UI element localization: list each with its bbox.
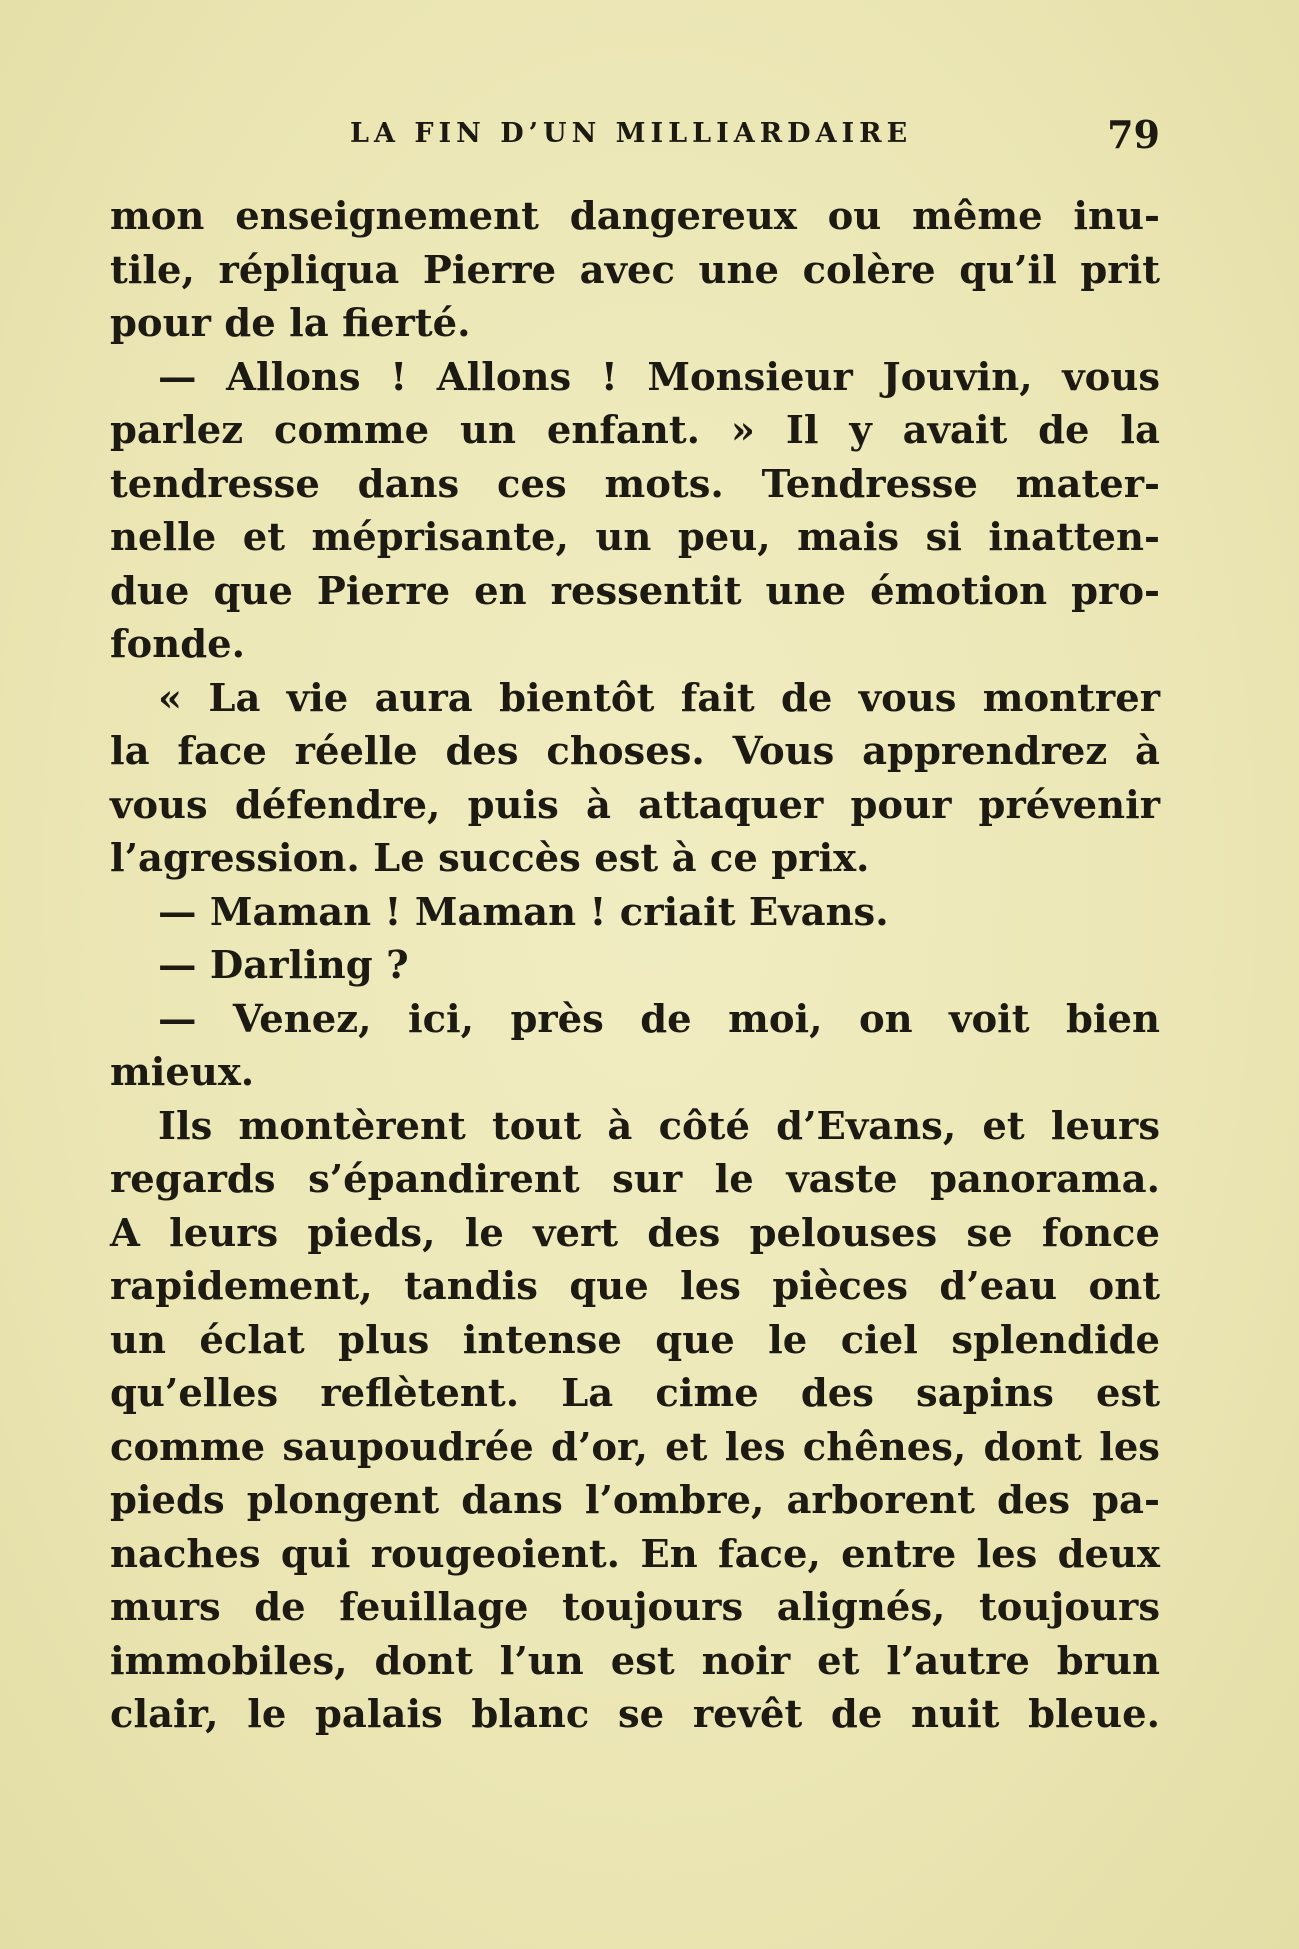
text-line: rapidement, tandis que les pièces d’eau ont: [110, 1264, 1160, 1309]
running-title: LA FIN D’UN MILLIARDAIRE: [350, 118, 913, 149]
text-line: un éclat plus intense que le ciel splendide: [110, 1317, 1160, 1363]
text-line: tile, répliqua Pierre avec une colère qu’il prit: [110, 247, 1160, 293]
text-line: vous défendre, puis à attaquer pour prévenir: [110, 782, 1160, 828]
text-line: comme saupoudrée d’or, et les chênes, dont les: [110, 1424, 1160, 1470]
text-line: clair, le palais blanc se revêt de nuit bleue.: [110, 1692, 1160, 1737]
text-line: qu’elles reflètent. La cime des sapins est: [110, 1371, 1160, 1416]
text-line: « La vie aura bientôt fait de vous montrer: [158, 675, 1160, 721]
text-line: murs de feuillage toujours alignés, toujours: [110, 1585, 1160, 1630]
text-line: naches qui rougeoient. En face, entre les deux: [110, 1531, 1160, 1577]
text-line: immobiles, dont l’un est noir et l’autre brun: [110, 1638, 1160, 1684]
text-line: nelle et méprisante, un peu, mais si inatten-: [110, 515, 1160, 560]
text-line: A leurs pieds, le vert des pelouses se fonce: [110, 1210, 1160, 1256]
text-line: l’agression. Le succès est à ce prix.: [110, 836, 870, 881]
text-line: — Allons ! Allons ! Monsieur Jouvin, vous: [158, 354, 1160, 400]
text-line: mieux.: [110, 1050, 255, 1095]
text-line: pieds plongent dans l’ombre, arborent des pa-: [110, 1478, 1160, 1523]
body-text: [110, 190, 1160, 1742]
text-line: parlez comme un enfant. » Il y avait de la: [110, 408, 1160, 453]
text-line: pour de la fierté.: [110, 301, 471, 346]
text-line: la face réelle des choses. Vous apprendrez à: [110, 729, 1160, 774]
text-line: fonde.: [110, 622, 246, 667]
text-line: — Venez, ici, près de moi, on voit bien: [158, 996, 1160, 1042]
text-line: — Darling ?: [158, 943, 409, 988]
text-line: mon enseignement dangereux ou même inu-: [110, 194, 1160, 239]
text-line: Ils montèrent tout à côté d’Evans, et leurs: [158, 1103, 1160, 1149]
text-line: regards s’épandirent sur le vaste panorama.: [110, 1157, 1160, 1202]
running-head: [110, 112, 1160, 162]
page-number: 79: [1107, 112, 1160, 157]
text-line: due que Pierre en ressentit une émotion pro-: [110, 568, 1160, 614]
text-line: — Maman ! Maman ! criait Evans.: [158, 889, 889, 935]
text-line: tendresse dans ces mots. Tendresse mater-: [110, 461, 1160, 507]
